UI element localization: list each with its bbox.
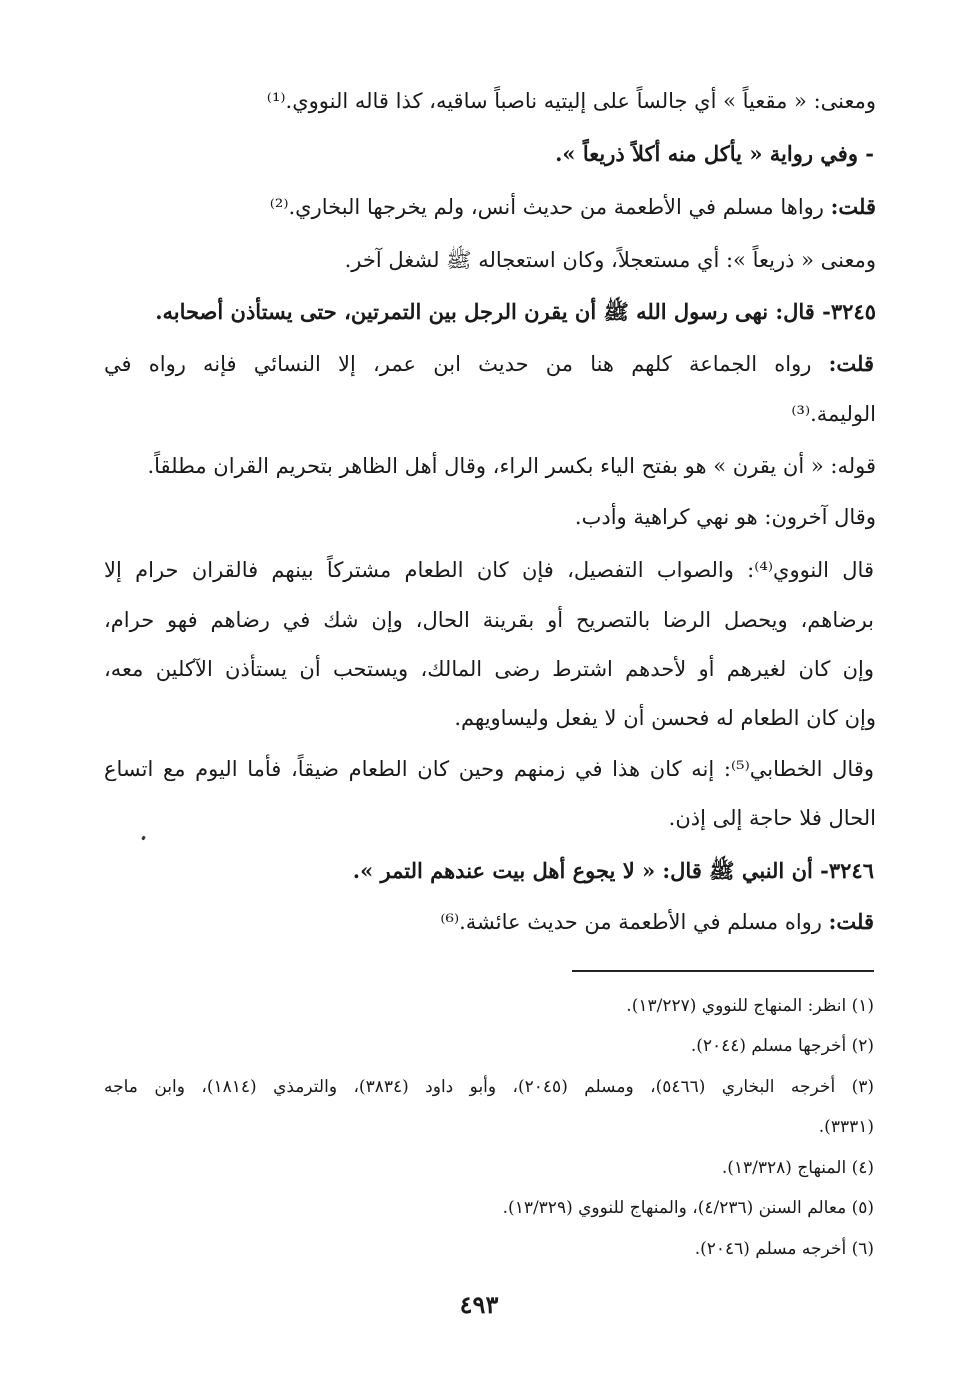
text-line-14: وقال الخطابي⁽⁵⁾: إنه كان هذا في زمنهم وحين كان الطعام ضيقاً، فأما اليوم مع اتساع [104, 757, 874, 781]
narration-variant: - وفي رواية « يأكل منه أكلاً ذريعاً ». [555, 141, 874, 166]
text-line-7: الوليمة.⁽³⁾ [791, 402, 876, 426]
footnote-6: (٦) أخرجه مسلم (٢٠٤٦). [694, 1239, 874, 1259]
hadith-3245: ٣٢٤٥- قال: نهى رسول الله ﷺ أن يقرن الرجل بين التمرتين، حتى يستأذن أصحابه. [155, 299, 876, 324]
print-speck [141, 836, 146, 841]
footnote-1: (١) انظر: المنهاج للنووي (١٣/٢٢٧). [626, 996, 874, 1016]
text-line-3 [270, 192, 876, 222]
text-line-4: ومعنى « ذريعاً »: أي مستعجلاً، وكان استعجاله ﷺ لشغل آخر. [344, 248, 876, 272]
text-line-12: وإن كان لغيرهم أو لأحدهم اشترط رضى المالك، ويستحب أن يستأذن الآكلين معه، [104, 657, 874, 681]
text-line-10: قال النووي⁽⁴⁾: والصواب التفصيل، فإن كان الطعام مشتركاً بينهم فالقران حرام إلا [104, 558, 874, 582]
text-line-17-rest: رواه مسلم في الأطعمة من حديث عائشة.⁽⁶⁾ [440, 910, 829, 934]
text-line-3-rest: رواها مسلم في الأطعمة من حديث أنس، ولم يخرجها البخاري.⁽²⁾ [269, 195, 831, 219]
text-line-6-rest: رواه الجماعة كلهم هنا من حديث ابن عمر، إلا النسائي فإنه رواه في [104, 352, 829, 376]
text-line-17 [440, 907, 874, 937]
text-line-13: وإن كان الطعام له فحسن أن لا يفعل وليساويهم. [454, 706, 876, 730]
footnote-3: (٣) أخرجه البخاري (٥٤٦٦)، ومسلم (٢٠٤٥)، وأبو داود (٣٨٣٤)، والترمذي (١٨١٤)، وابن ماجه [104, 1077, 874, 1097]
footnote-5: (٥) معالم السنن (٤/٢٣٦)، والمنهاج للنووي (١٣/٣٢٩). [502, 1198, 874, 1218]
text-line-15: الحال فلا حاجة إلى إذن. [668, 806, 876, 830]
text-line-9: وقال آخرون: هو نهي كراهية وأدب. [574, 505, 876, 529]
qultu-label: قلت: [830, 194, 876, 219]
text-line-1: ومعنى: « مقعياً » أي جالساً على إليتيه ناصباً ساقيه، كذا قاله النووي.⁽¹⁾ [266, 89, 876, 113]
page-number: ٤٩٣ [459, 1290, 499, 1319]
text-line-8: قوله: « أن يقرن » هو بفتح الياء بكسر الراء، وقال أهل الظاهر بتحريم القران مطلقاً. [147, 454, 876, 478]
footnote-2: (٢) أخرجها مسلم (٢٠٤٤). [690, 1036, 874, 1056]
footnote-3-continued: (٣٣٣١). [818, 1117, 874, 1137]
footnote-4: (٤) المنهاج (١٣/٣٢٨). [721, 1158, 874, 1178]
qultu-label: قلت: [828, 909, 874, 934]
qultu-label: قلت: [828, 351, 874, 376]
text-line-6 [104, 349, 874, 379]
hadith-3246: ٣٢٤٦- أن النبي ﷺ قال: « لا يجوع أهل بيت عندهم التمر ». [352, 858, 874, 883]
footnote-separator [572, 970, 874, 972]
text-line-11: برضاهم، ويحصل الرضا بالتصريح أو بقرينة الحال، وإن شك في رضاهم فهو حرام، [104, 608, 874, 632]
